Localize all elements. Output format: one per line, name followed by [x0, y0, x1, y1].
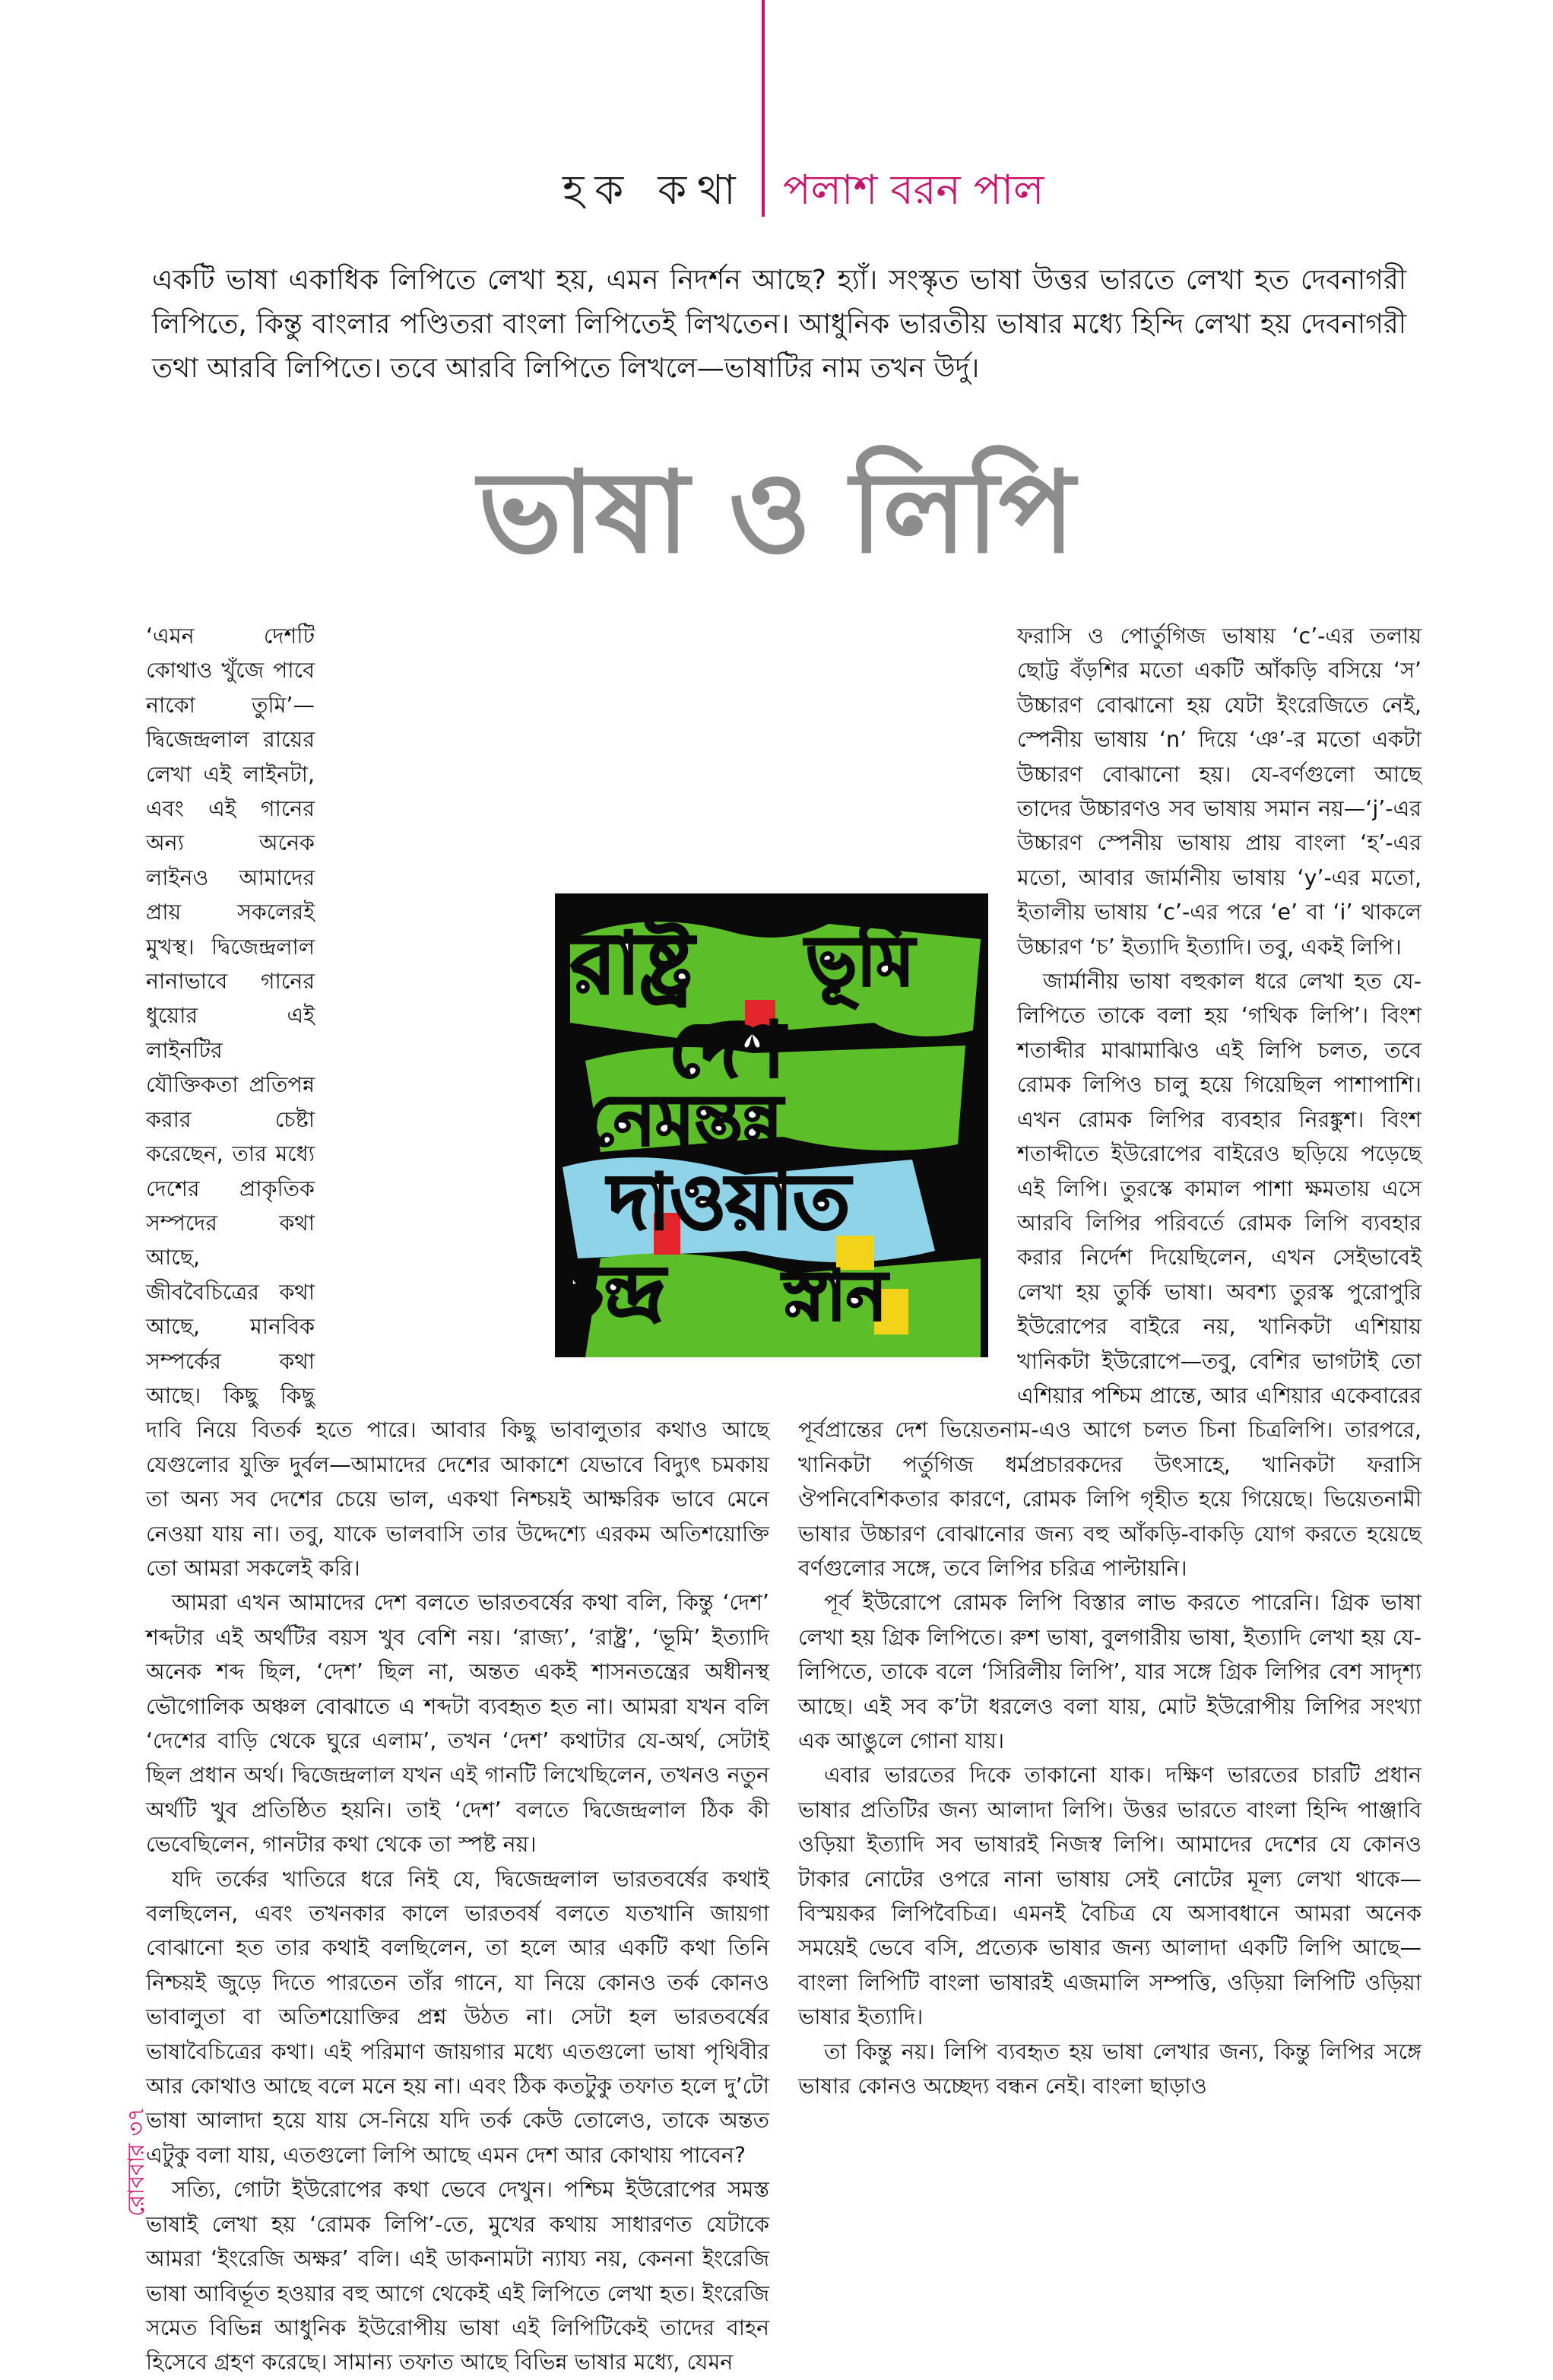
- intro-paragraph: একটি ভাষা একাধিক লিপিতে লেখা হয়, এমন নিদর্শন আছে? হ্যাঁ। সংস্কৃত ভাষা উত্তর ভারতে লেখা হত দেবনাগরী লিপিতে, কিন্তু বাংলার পণ্ডিতরা বাংলা লিপিতেই লিখতেন। আধুনিক ভারতীয় ভাষার মধ্যে হিন্দি লেখা হয় দেবনাগরী তথা আরবি লিপিতে। তবে আরবি লিপিতে লিখলে—ভাষাটির নাম তখন উর্দু।: [152, 265, 1406, 384]
- article-headline: ভাষা ও লিপি: [477, 447, 1076, 578]
- page-folio: রোববার ৩৭: [123, 2106, 150, 2217]
- artwork-svg: [555, 893, 988, 1357]
- artwork-word: রাষ্ট্র: [570, 915, 694, 1012]
- body-paragraph: ফরাসি ও পোর্তুগিজ ভাষায় ‘c’-এর তলায় ছোট্ট বঁড়শির মতো একটি আঁকড়ি বসিয়ে ‘স’ উচ্চারণ বোঝানো হয় যেটা ইংরেজিতে নেই, স্পেনীয় ভাষায় ‘n’ দিয়ে ‘ঞ’-র মতো একটা উচ্চারণ বোঝানো হয়। যে-বর্ণগুলো আছে তাদের উচ্চারণও সব ভাষায় সমান নয়—‘j’-এর উচ্চারণ স্পেনীয় ভাষায় প্রায় বাংলা ‘হ’-এর মতো, আবার জার্মানীয় ভাষায় ‘y’-এর মতো, ইতালীয় ভাষায় ‘c’-এর পরে ‘e’ বা ‘i’ থাকলে উচ্চারণ ‘চ’ ইত্যাদি ইত্যাদি। তবু, একই লিপি।: [798, 619, 1421, 964]
- body-paragraph: যদি তর্কের খাতিরে ধরে নিই যে, দ্বিজেন্দ্রলাল ভারতবর্ষের কথাই বলছিলেন, এবং তখনকার কালে ভারতবর্ষ বলতে যতখানি জায়গা বোঝানো হত তার কথাই বলছিলেন, তা হলে আর একটি কথা তিনি নিশ্চয়ই জুড়ে দিতে পারতেন তাঁর গানে, যা নিয়ে কোনও তর্ক কোনও ভাবালুতা বা অতিশয়োক্তির প্রশ্ন উঠত না। সেটা হল ভারতবর্ষের ভাষাবৈচিত্রের কথা। এই পরিমাণ জায়গার মধ্যে এতগুলো ভাষা পৃথিবীর আর কোথাও আছে বলে মনে হয় না। এবং ঠিক কতটুকু তফাত হলে দু’টো ভাষা আলাদা হয়ে যায় সে-নিয়ে যদি তর্ক কেউ তোলেও, তাকে অন্তত এটুকু বলা যায়, এতগুলো লিপি আছে এমন দেশ আর কোথায় পাবেন?: [146, 1866, 769, 2168]
- artwork-word: নেমন্তন্ন: [585, 1080, 783, 1161]
- body-paragraph: জার্মানীয় ভাষা বহুকাল ধরে লেখা হত যে-লিপিতে তাকে বলা হয় ‘গথিক লিপি’। বিংশ শতাব্দীর মাঝামাঝিও এই লিপি চলত, তবে রোমক লিপিও চালু হয়ে গিয়েছিল পাশাপাশি। এখন রোমক লিপির ব্যবহার নিরঙ্কুশ। বিংশ শতাব্দীতে ইউরোপের বাইরেও ছড়িয়ে পড়েছে এই লিপি। তুরস্কে কামাল পাশা ক্ষমতায় এসে আরবি লিপির পরিবর্তে রোমক লিপি ব্যবহার করার নির্দেশ দিয়েছিলেন, এখন সেইভাবেই লেখা হয় তুর্কি ভাষা। অবশ্য তুরস্ক পুরোপুরি ইউরোপের বাইরে নয়, খানিকটা এশিয়ায় খানিকটা ইউরোপে—তবু, বেশির ভাগটাই তো এশিয়ার পশ্চিম প্রান্তে, আর এশিয়ার একেবারের পূর্বপ্রান্তের দেশ ভিয়েতনাম-এও আগে চলত চিনা চিত্রলিপি। তারপরে, খানিকটা পর্তুগিজ ধর্মপ্রচারকদের উৎসাহে, খানিকটা ফরাসি ঔপনিবেশিকতার কারণে, রোমক লিপি গৃহীত হয়ে গিয়েছে। ভিয়েতনামী ভাষার উচ্চারণ বোঝানোর জন্য বহু আঁকড়ি-বাকড়ি যোগ করতে হয়েছে বর্ণগুলোর সঙ্গে, তবে লিপির চরিত্র পাল্টায়নি।: [798, 969, 1421, 1581]
- body-paragraph: তা কিন্তু নয়। লিপি ব্যবহৃত হয় ভাষা লেখার জন্য, কিন্তু লিপির সঙ্গে ভাষার কোনও অচ্ছেদ্য বন্ধন নেই। বাংলা ছাড়াও: [798, 2039, 1421, 2099]
- body-paragraph: আমরা এখন আমাদের দেশ বলতে ভারতবর্ষের কথা বলি, কিন্তু ‘দেশ’ শব্দটার এই অর্থটির বয়স খুব বেশি নয়। ‘রাজ্য’, ‘রাষ্ট্র’, ‘ভূমি’ ইত্যাদি অনেক শব্দ ছিল, ‘দেশ’ ছিল না, অন্তত একই শাসনতন্ত্রের অধীনস্থ ভৌগোলিক অঞ্চল বোঝাতে এ শব্দটা ব্যবহৃত হত না। আমরা যখন বলি ‘দেশের বাড়ি থেকে ঘুরে এলাম’, তখন ‘দেশ’ কথাটার যে-অর্থ, সেটাই ছিল প্রধান অর্থ। দ্বিজেন্দ্রলাল যখন এই গানটি লিখেছিলেন, তখনও নতুন অর্থটি খুব প্রতিষ্ঠিত হয়নি। তাই ‘দেশ’ বলতে দ্বিজেন্দ্রলাল ঠিক কী ভেবেছিলেন, গানটার কথা থেকে তা স্পষ্ট নয়।: [146, 1590, 769, 1858]
- artwork-word: স্নান: [783, 1256, 887, 1336]
- artwork-word: চন্দ্র: [563, 1249, 665, 1338]
- artwork-word: দেশ: [669, 1005, 785, 1094]
- artwork-word: দাওয়াত: [608, 1157, 851, 1246]
- top-divider-rule: [762, 0, 765, 217]
- artwork-word: ভূমি: [806, 922, 914, 1001]
- body-paragraph: পূর্ব ইউরোপে রোমক লিপি বিস্তার লাভ করতে পারেনি। গ্রিক ভাষা লেখা হয় গ্রিক লিপিতে। রুশ ভাষা, বুলগারীয় ভাষা, ইত্যাদি লেখা হয় যে-লিপিতে, তাকে বলে ‘সিরিলীয় লিপি’, যার সঙ্গে গ্রিক লিপির বেশ সাদৃশ্য আছে। এই সব ক’টা ধরলেও বলা যায়, মোট ইউরোপীয় লিপির সংখ্যা এক আঙুলে গোনা যায়।: [798, 1590, 1421, 1753]
- body-paragraph: ‘এমন দেশটি কোথাও খুঁজে পাবে নাকো তুমি’—দ্বিজেন্দ্রলাল রায়ের লেখা এই লাইনটা, এবং এই গানের অন্য অনেক লাইনও আমাদের প্রায় সকলেরই মুখস্থ। দ্বিজেন্দ্রলাল নানাভাবে গানের ধুয়োর এই লাইনটির যৌক্তিকতা প্রতিপন্ন করার চেষ্টা করেছেন, তার মধ্যে দেশের প্রাকৃতিক সম্পদের কথা আছে, জীববৈচিত্রের কথা আছে, মানবিক সম্পর্কের কথা আছে। কিছু কিছু দাবি নিয়ে বিতর্ক হতে পারে। আবার কিছু ভাবালুতার কথাও আছে যেগুলোর যুক্তি দুর্বল—আমাদের দেশের আকাশে যেভাবে বিদ্যুৎ চমকায় তা অন্য সব দেশের চেয়ে ভাল, একথা নিশ্চয়ই আক্ষরিক ভাবে মেনে নেওয়া যায় না। তবু, যাকে ভালবাসি তার উদ্দেশ্যে এরকম অতিশয়োক্তি তো আমরা সকলেই করি।: [146, 624, 769, 1581]
- typography-artwork: [555, 893, 988, 1357]
- body-paragraph: সত্যি, গোটা ইউরোপের কথা ভেবে দেখুন। পশ্চিম ইউরোপের সমস্ত ভাষাই লেখা হয় ‘রোমক লিপি’-তে, মুখের কথায় সাধারণত যেটাকে আমরা ‘ইংরেজি অক্ষর’ বলি। এই ডাকনামটা ন্যায্য নয়, কেননা ইংরেজি ভাষা আবির্ভূত হওয়ার বহু আগে থেকেই এই লিপিতে লেখা হত। ইংরেজি সমেত বিভিন্ন আধুনিক ইউরোপীয় ভাষা এই লিপিটিকেই তাদের বাহন হিসেবে গ্রহণ করেছে। সামান্য তফাত আছে বিভিন্ন ভাষার মধ্যে, যেমন: [146, 2177, 769, 2375]
- author-byline: পলাশ বরন পাল: [783, 166, 1044, 214]
- right-column: [798, 619, 1421, 2103]
- body-paragraph: এবার ভারতের দিকে তাকানো যাক। দক্ষিণ ভারতের চারটি প্রধান ভাষার প্রতিটির জন্য আলাদা লিপি। উত্তর ভারতে বাংলা হিন্দি পাঞ্জাবি ওড়িয়া ইত্যাদি সব ভাষারই নিজস্ব লিপি। আমাদের দেশের যে কোনও টাকার নোটের ওপরে নানা ভাষায় সেই নোটের মূল্য লেখা থাকে—বিস্ময়কর লিপিবৈচিত্র। এমনই বৈচিত্র যে অসাবধানে আমরা অনেক সময়েই ভেবে বসি, প্রত্যেক ভাষার জন্য আলাদা একটি লিপি আছে—বাংলা লিপিটি বাংলা ভাষারই এজমালি সম্পত্তি, ওড়িয়া লিপিটি ওড়িয়া ভাষার ইত্যাদি।: [798, 1763, 1421, 2030]
- column-title: হক কথা: [563, 166, 746, 214]
- left-column: [146, 619, 769, 2380]
